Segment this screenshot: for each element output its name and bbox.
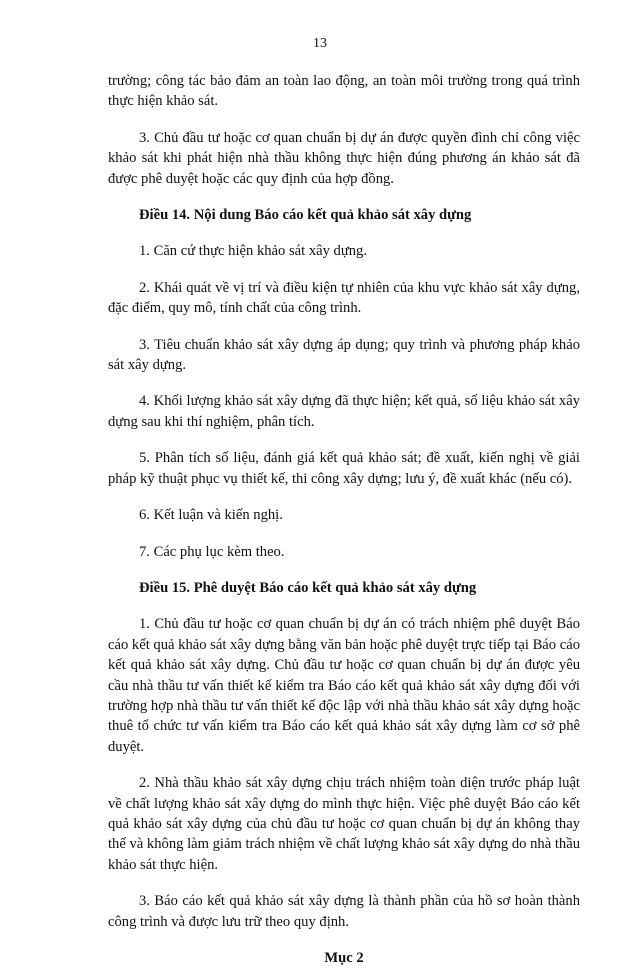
paragraph: 2. Nhà thầu khảo sát xây dựng chịu trách nhiệm toàn diện trước pháp luật về chất lượng khảo sát xây dựng do mình thực hiện. Việc phê duyệt Báo cáo kết quả khảo sát xây dựng của chủ đầu tư hoặc cơ quan chuẩn bị dự án không thay thế và không làm giảm trách nhiệm về chất lượng khảo sát xây dựng do nhà thầu khảo sát thực hiện. bbox=[108, 775, 580, 873]
paragraph: 5. Phân tích số liệu, đánh giá kết quả khảo sát; đề xuất, kiến nghị về giải pháp kỹ thuật phục vụ thiết kế, thi công xây dựng; lưu ý, đề xuất khác (nếu có). bbox=[108, 450, 580, 487]
paragraph: 2. Khái quát về vị trí và điều kiện tự nhiên của khu vực khảo sát xây dựng, đặc điểm, quy mô, tính chất của công trình. bbox=[108, 279, 580, 317]
paragraph: 6. Kết luận và kiến nghị. bbox=[139, 507, 283, 524]
section-title: Mục 2 bbox=[324, 950, 364, 966]
paragraph: 3. Chủ đầu tư hoặc cơ quan chuẩn bị dự án được quyền đình chỉ công việc khảo sát khi phát hiện nhà thầu không thực hiện đúng phương án khảo sát đã được phê duyệt hoặc các quy định của hợp đồng. bbox=[108, 129, 580, 187]
paragraph: 4. Khối lượng khảo sát xây dựng đã thực hiện; kết quả, số liệu khảo sát xây dựng sau khi thí nghiệm, phân tích. bbox=[108, 393, 580, 430]
paragraph: 1. Chủ đầu tư hoặc cơ quan chuẩn bị dự án có trách nhiệm phê duyệt Báo cáo kết quả khảo sát xây dựng bằng văn bản hoặc phê duyệt trực tiếp tại Báo cáo kết quả khảo sát xây dựng. Chủ đầu tư hoặc cơ quan chuẩn bị dự án được yêu cầu nhà thầu tư vấn thiết kế kiểm tra Báo cáo kết quả khảo sát xây dựng đối với trường hợp nhà thầu tư vấn thiết kế độc lập với nhà thầu khảo sát xây dựng hoặc thuê tổ chức tư vấn kiểm tra Báo cáo kết quả khảo sát xây dựng làm cơ sở phê duyệt. bbox=[108, 616, 580, 755]
paragraph: 7. Các phụ lục kèm theo. bbox=[139, 543, 285, 560]
article-heading: Điều 14. Nội dung Báo cáo kết quả khảo sát xây dựng bbox=[139, 207, 472, 224]
paragraph: 1. Căn cứ thực hiện khảo sát xây dựng. bbox=[139, 243, 367, 260]
paragraph-continuation: trường; công tác bảo đảm an toàn lao động, an toàn môi trường trong quá trình thực hiện khảo sát. bbox=[108, 73, 580, 110]
article-heading: Điều 15. Phê duyệt Báo cáo kết quả khảo sát xây dựng bbox=[139, 579, 477, 596]
page-number: 13 bbox=[313, 36, 327, 51]
document-body bbox=[108, 71, 580, 968]
paragraph: 3. Báo cáo kết quả khảo sát xây dựng là thành phần của hồ sơ hoàn thành công trình và được lưu trữ theo quy định. bbox=[108, 893, 580, 930]
paragraph: 3. Tiêu chuẩn khảo sát xây dựng áp dụng; quy trình và phương pháp khảo sát xây dựng. bbox=[108, 336, 580, 374]
